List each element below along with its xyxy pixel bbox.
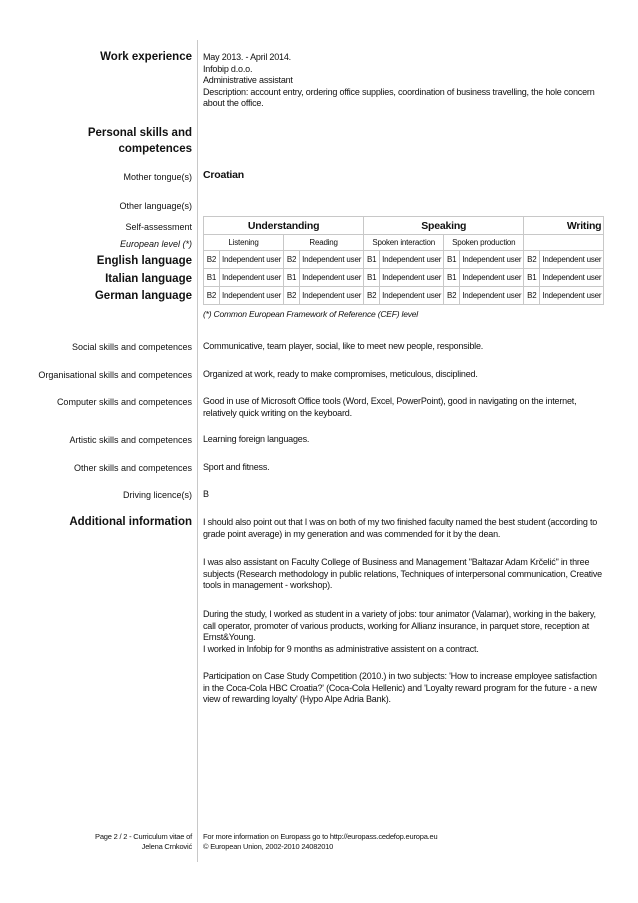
language-name-german: German language: [94, 290, 192, 302]
level-code: B1: [364, 269, 380, 287]
computer-skills-label: Computer skills and competences: [56, 397, 192, 407]
footer-author-name: Jelena Crnković: [141, 842, 192, 851]
level-code: B2: [524, 287, 540, 305]
level-text: Independent user: [460, 269, 524, 287]
level-code: B2: [204, 287, 220, 305]
subheader-listening: Listening: [204, 235, 284, 251]
driving-licence-label: Driving licence(s): [122, 490, 192, 500]
european-level-label: European level (*): [119, 239, 192, 249]
additional-info-heading: Additional information: [69, 516, 192, 528]
language-row-english: [204, 251, 604, 269]
footer-page-number: Page 2 / 2 - Curriculum vitae of: [95, 832, 192, 841]
level-text: Independent user: [220, 287, 284, 305]
footer-europass-link: For more information on Europass go to http://europass.cedefop.europa.eu: [203, 832, 438, 841]
artistic-skills-label: Artistic skills and competences: [69, 435, 192, 445]
level-text: Independent user: [380, 287, 444, 305]
social-skills-label: Social skills and competences: [71, 342, 192, 352]
mother-tongue-value: Croatian: [203, 169, 244, 181]
level-code: B2: [284, 287, 300, 305]
work-description: Description: account entry, ordering office supplies, coordination of business travelling, the hole concern about the office.: [203, 86, 595, 108]
work-employer: Infobip d.o.o.: [203, 63, 253, 74]
language-table: [203, 216, 604, 305]
header-understanding: Understanding: [204, 217, 364, 235]
level-text: Independent user: [460, 251, 524, 269]
additional-para-1: I should also point out that I was on both of my two finished faculty named the best student (according to grade point average) in my generation and was commended for it by the dean.: [203, 517, 598, 539]
self-assessment-label: Self-assessment: [125, 222, 192, 232]
personal-skills-heading-2: competences: [118, 143, 192, 155]
level-text: Independent user: [540, 251, 604, 269]
level-text: Independent user: [380, 269, 444, 287]
level-code: B2: [364, 287, 380, 305]
language-row-german: [204, 287, 604, 305]
level-text: Independent user: [380, 251, 444, 269]
footer-page-info: [95, 832, 192, 852]
column-divider: [197, 40, 198, 862]
level-code: B1: [444, 251, 460, 269]
organisational-skills-value: Organized at work, ready to make compromises, meticulous, disciplined.: [203, 369, 478, 379]
work-position: Administrative assistant: [203, 75, 293, 85]
other-skills-value: Sport and fitness.: [203, 462, 270, 472]
level-code: B1: [284, 269, 300, 287]
additional-para-4: I worked in Infobip for 9 months as administrative assistent on a contract.: [203, 644, 479, 654]
other-languages-label: Other language(s): [119, 201, 192, 211]
language-name-english: English language: [96, 255, 192, 267]
subheader-reading: Reading: [284, 235, 364, 251]
level-text: Independent user: [540, 287, 604, 305]
level-code: B2: [524, 251, 540, 269]
work-experience-heading: Work experience: [100, 51, 192, 63]
level-text: Independent user: [300, 269, 364, 287]
language-row-italian: [204, 269, 604, 287]
header-speaking: Speaking: [364, 217, 524, 235]
level-text: Independent user: [460, 287, 524, 305]
footer-copyright: © European Union, 2002-2010 24082010: [203, 842, 334, 851]
level-code: B2: [284, 251, 300, 269]
footer-europass-info: [203, 832, 438, 852]
social-skills-value: Communicative, team player, social, like to meet new people, responsible.: [203, 341, 484, 351]
level-code: B1: [364, 251, 380, 269]
level-text: Independent user: [300, 251, 364, 269]
level-text: Independent user: [220, 269, 284, 287]
language-name-italian: Italian language: [105, 273, 192, 285]
work-experience-details: [203, 52, 603, 110]
level-code: B2: [204, 251, 220, 269]
artistic-skills-value: Learning foreign languages.: [203, 434, 310, 444]
subheader-writing-empty: [524, 235, 604, 251]
additional-para-3: During the study, I worked as student in a variety of jobs: tour animator (Valamar), working in the bakery, call operator, promoter of various products, working for Allianz insurance, in parquet store, reception at Ernst&Young.: [203, 609, 596, 642]
header-writing: Writing: [524, 217, 604, 235]
level-code: B2: [444, 287, 460, 305]
additional-para-5: Participation on Case Study Competition (2010.) in two subjects: 'How to increase employee satisfaction in the Coca-Cola HBC Croatia?' (Coca-Cola Hellenic) and 'Loyalty reward program for the future - a new view of rewarding loyalty' (Hypo Alpe Adria Bank).: [203, 671, 597, 704]
personal-skills-heading: Personal skills and: [87, 127, 192, 139]
driving-licence-value: B: [203, 489, 209, 499]
level-code: B1: [524, 269, 540, 287]
computer-skills-value: Good in use of Microsoft Office tools (Word, Excel, PowerPoint), good in navigating on the internet, relatively quick writing on the keyboard.: [203, 396, 577, 418]
subheader-spoken-interaction: Spoken interaction: [364, 235, 444, 251]
mother-tongue-label: Mother tongue(s): [123, 172, 192, 182]
level-code: B1: [444, 269, 460, 287]
level-text: Independent user: [540, 269, 604, 287]
level-text: Independent user: [300, 287, 364, 305]
cef-footnote: (*) Common European Framework of Reference (CEF) level: [203, 309, 418, 319]
additional-para-2: I was also assistant on Faculty College of Business and Management "Baltazar Adam Krčelić" in three subjects (Research methodology in public relations, Techniques of interpersonal communication, Creative tools in management - workshop).: [203, 557, 602, 590]
level-text: Independent user: [220, 251, 284, 269]
level-code: B1: [204, 269, 220, 287]
subheader-spoken-production: Spoken production: [444, 235, 524, 251]
work-dates: May 2013. - April 2014.: [203, 52, 291, 62]
other-skills-label: Other skills and competences: [73, 463, 192, 473]
organisational-skills-label: Organisational skills and competences: [38, 370, 192, 380]
